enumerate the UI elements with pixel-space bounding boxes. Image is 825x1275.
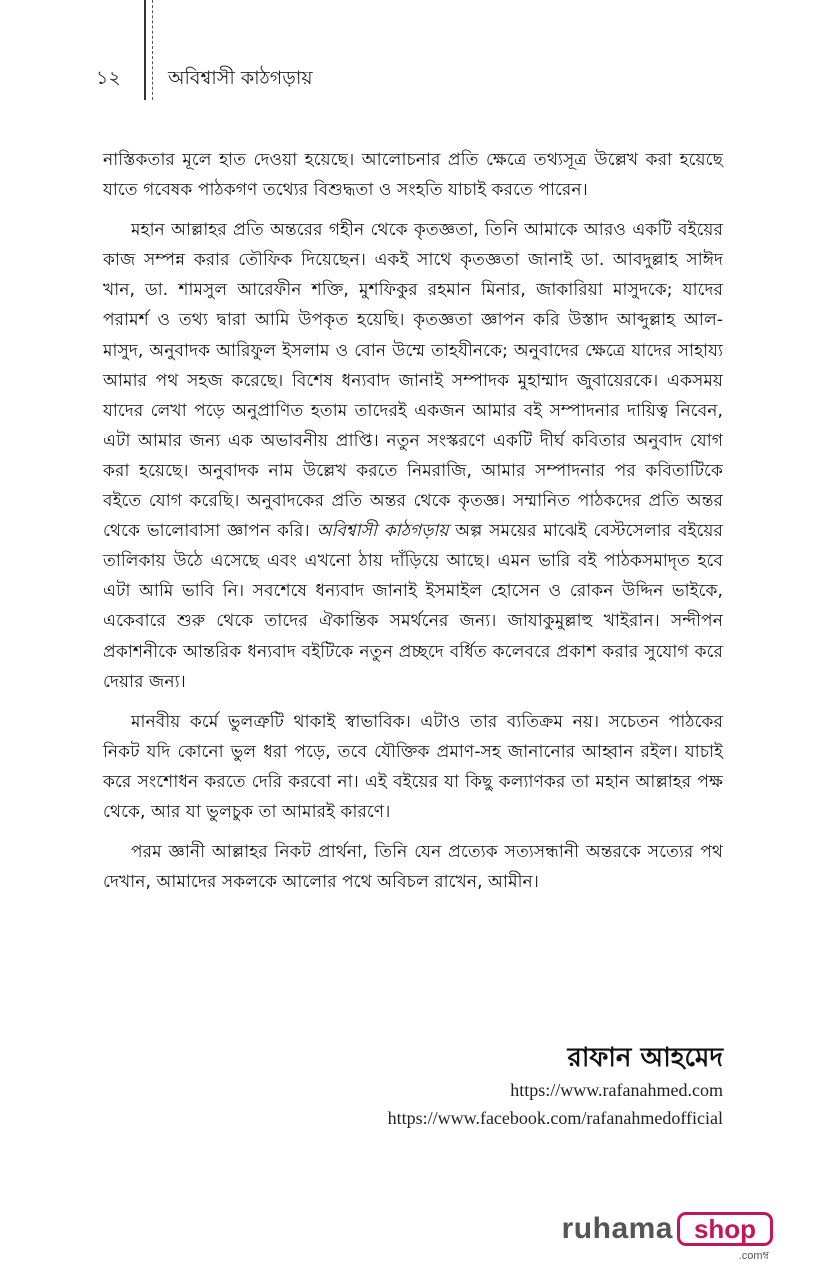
logo-badge: shop xyxy=(677,1212,773,1246)
paragraph-2-part-2: অল্প সময়ের মাঝেই বেস্টসেলার বইয়ের তালিকায় উঠে এসেছে এবং এখনো ঠায় দাঁড়িয়ে আছে। এমন ভারি বই পাঠকসমাদৃত হবে এটা আমি ভাবি নি। সবশেষে ধন্যবাদ জানাই ইসমাইল হোসেন ও রোকন উদ্দিন ভাইকে, একেবারে শুরু থেকে তাদের ঐকান্তিক সমর্থনের জন্য। জাযাকুমুল্লাহু খাইরান। সন্দীপন প্রকাশনীকে আন্তরিক ধন্যবাদ বইটিকে নতুন প্রচ্ছদে বর্ধিত কলেবরে প্রকাশ করার সুযোগ করে দেয়ার জন্য। xyxy=(103,521,723,692)
body-text xyxy=(103,145,723,907)
page-number: ১২ xyxy=(96,67,121,89)
running-header xyxy=(96,60,496,100)
website-link[interactable]: https://www.rafanahmed.com xyxy=(510,1080,723,1100)
header-divider xyxy=(144,0,153,100)
paragraph-3: মানবীয় কর্মে ভুলত্রুটি থাকাই স্বাভাবিক। এটাও তার ব্যতিক্রম নয়। সচেতন পাঠকের নিকট যদি কোনো ভুল ধরা পড়ে, তবে যৌক্তিক প্রমাণ-সহ জানানোর আহ্বান রইল। যাচাই করে সংশোধন করতে দেরি করবো না। এই বইয়ের যা কিছু কল্যাণকর তা মহান আল্লাহর পক্ষ থেকে, আর যা ভুলচুক তা আমারই কারণে। xyxy=(103,711,723,822)
ruhamashop-logo xyxy=(561,1212,773,1262)
paragraph-2-part-1: মহান আল্লাহর প্রতি অন্তরের গহীন থেকে কৃতজ্ঞতা, তিনি আমাকে আরও একটি বইয়ের কাজ সম্পন্ন করার তৌফিক দিয়েছেন। একই সাথে কৃতজ্ঞতা জানাই ডা. আবদুল্লাহ সাঈদ খান, ডা. শামসুল আরেফীন শক্তি, মুশফিকুর রহমান মিনার, জাকারিয়া মাসুদকে; যাদের পরামর্শ ও তথ্য দ্বারা আমি উপকৃত হয়েছি। কৃতজ্ঞতা জ্ঞাপন করি উস্তাদ আব্দুল্লাহ আল-মাসুদ, অনুবাদক আরিফুল ইসলাম ও বোন উম্মে তাহযীনকে; অনুবাদের ক্ষেত্রে যাদের সাহায্য আমার পথ সহজ করেছে। বিশেষ ধন্যবাদ জানাই সম্পাদক মুহাম্মাদ জুবায়েরকে। একসময় যাদের লেখা পড়ে অনুপ্রাণিত হতাম তাদেরই একজন আমার বই সম্পাদনার দায়িত্ব নিবেন, এটা আমার জন্য এক অভাবনীয় প্রাপ্তি। নতুন সংস্করণে একটি দীর্ঘ কবিতার অনুবাদ যোগ করা হয়েছে। অনুবাদক নাম উল্লেখ করতে নিমরাজি, আমার সম্পাদনার পর কবিতাটিকে বইতে যোগ করেছি। অনুবাদকের প্রতি অন্তর থেকে কৃতজ্ঞ। সম্মানিত পাঠকদের প্রতি অন্তর থেকে ভালোবাসা জ্ঞাপন করি। xyxy=(103,220,723,542)
facebook-link[interactable]: https://www.facebook.com/rafanahmedofficial xyxy=(387,1108,723,1128)
logo-text-main: ruhama xyxy=(561,1212,673,1245)
running-book-title: অবিশ্বাসী কাঠগড়ায় xyxy=(168,67,313,89)
paragraph-4: পরম জ্ঞানী আল্লাহর নিকট প্রার্থনা, তিনি যেন প্রত্যেক সত্যসন্ধানী অন্তরকে সত্যের পথ দেখান, আমাদের সকলকে আলোর পথে অবিচল রাখেন, আমীন। xyxy=(103,842,723,893)
italic-book-title: অবিশ্বাসী কাঠগড়ায় xyxy=(316,521,449,542)
logo-suffix: .comম্ব xyxy=(738,1250,769,1262)
paragraph-1: নাস্তিকতার মূলে হাত দেওয়া হয়েছে। আলোচনার প্রতি ক্ষেত্রে তথ্যসূত্র উল্লেখ করা হয়েছে যাতে গবেষক পাঠকগণ তথ্যের বিশুদ্ধতা ও সংহতি যাচাই করতে পারেন। xyxy=(103,150,723,201)
paragraph-2 xyxy=(103,215,723,697)
author-signature xyxy=(223,1040,723,1132)
author-name: রাফান আহমেদ xyxy=(567,1043,723,1073)
